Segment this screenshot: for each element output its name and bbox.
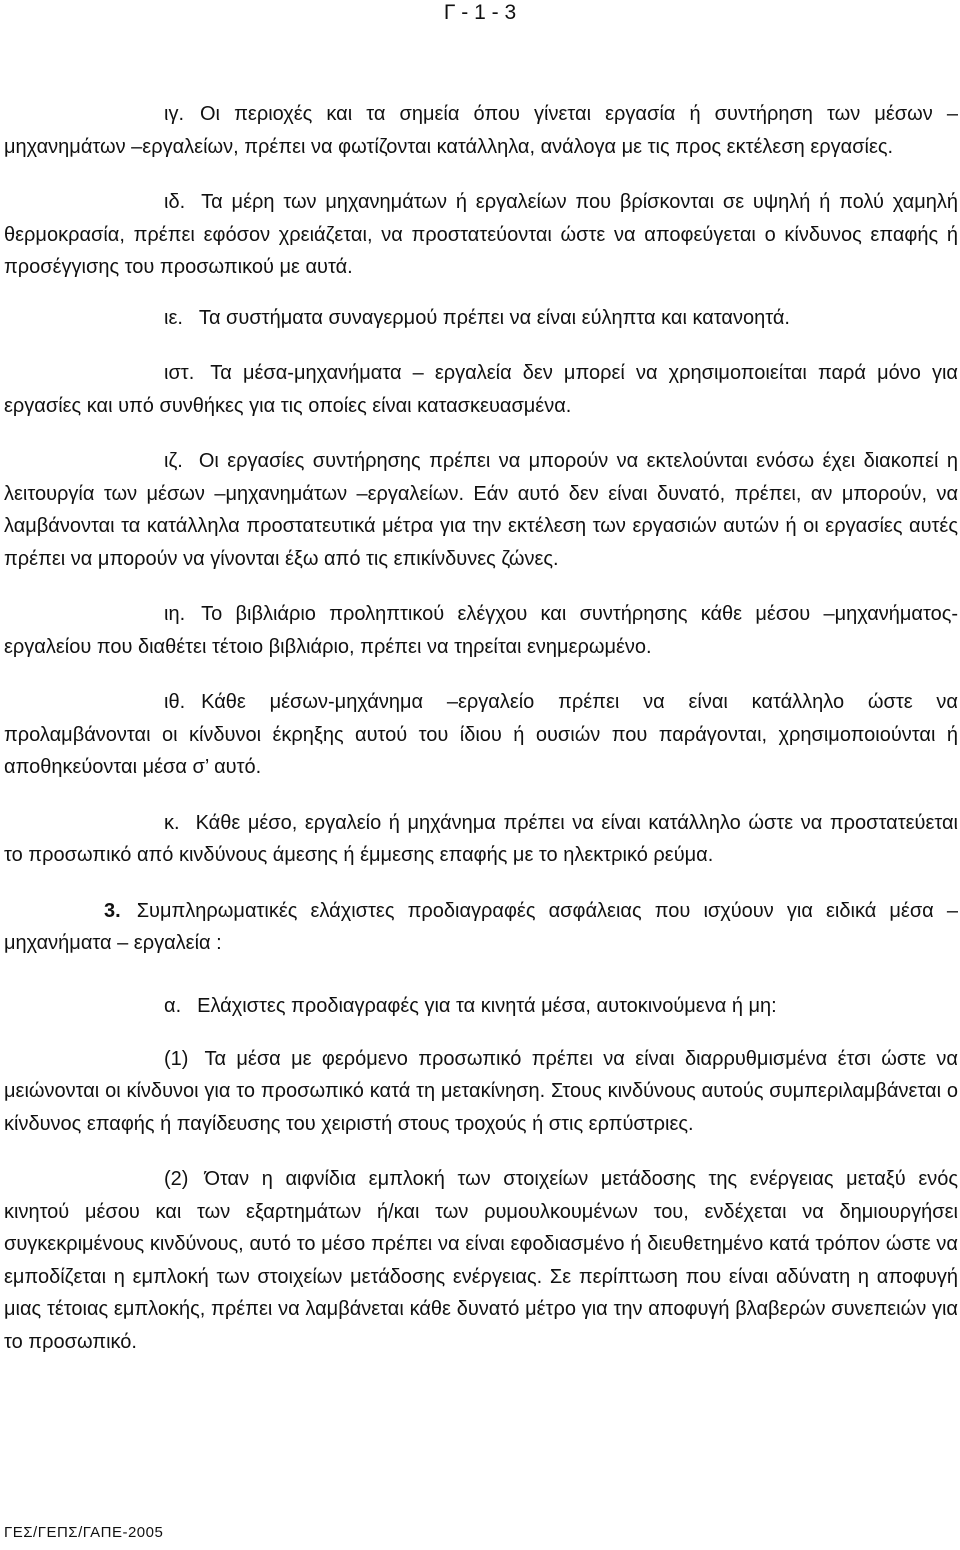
paragraph-ie: [4, 302, 958, 335]
paragraph-marker: ιθ.: [164, 691, 186, 713]
item-marker: (1): [164, 1047, 189, 1070]
paragraph-marker: ιδ.: [164, 191, 186, 213]
section-text: Συμπληρωματικές ελάχιστες προδιαγραφές ασφάλειας που ισχύουν για ειδικά μέσα –μηχανήματα – εργαλεία :: [4, 899, 958, 954]
item-1: [4, 1043, 958, 1141]
paragraph-text: Κάθε μέσων-μηχάνημα –εργαλείο πρέπει να είναι κατάλληλο ώστε να προλαμβάνονται οι κίνδυνοι έκρηξης αυτού του ίδιου ή ουσιών που παράγονται, χρησιμοποιούνται ή αποθηκεύονται μέσα σ’ αυτό.: [4, 691, 958, 778]
paragraph-text: Τα συστήματα συναγερμού πρέπει να είναι εύληπτα και κατανοητά.: [198, 306, 790, 329]
item-2: [4, 1163, 958, 1358]
paragraph-marker: ιγ.: [164, 103, 184, 125]
section-3: [4, 895, 958, 960]
paragraph-text: Κάθε μέσο, εργαλείο ή μηχάνημα πρέπει να είναι κατάλληλο ώστε να προστατεύεται το προσωπικό από κινδύνους άμεσης ή έμμεσης επαφής με το ηλεκτρικό ρεύμα.: [4, 811, 958, 866]
paragraph-text: Το βιβλιάριο προληπτικού ελέγχου και συντήρησης κάθε μέσου –μηχανήματος-εργαλείου που διαθέτει τέτοιο βιβλιάριο, πρέπει να τηρείται ενημερωμένο.: [4, 603, 958, 658]
item-text: Όταν η αιφνίδια εμπλοκή των στοιχείων μετάδοσης της ενέργειας μεταξύ ενός κινητού μέσου και των εξαρτημάτων ή/και των ρυμουλκουμένων του, ενδέχεται να δημιουργήσει συγκεκριμένους κινδύνους, αυτό το μέσο πρέπει να είναι εφοδιασμένο ή διευθετημένο κατά τρόπον ώστε να εμποδίζεται η εμπλοκή των στοιχείων μετάδοσης ενέργειας. Σε περίπτωση που είναι αδύνατη η αποφυγή μιας τέτοιας εμπλοκής, πρέπει να λαμβάνεται κάθε δυνατό μέτρο για την αποφυγή βλαβερών συνεπειών για το προσωπικό.: [4, 1168, 958, 1353]
subsection-marker: α.: [164, 994, 182, 1017]
paragraph-ith: [4, 686, 958, 784]
paragraph-k: [4, 807, 958, 872]
paragraph-text: Οι εργασίες συντήρησης πρέπει να μπορούν να εκτελούνται ενόσω έχει διακοπεί η λειτουργία των μέσων –μηχανημάτων –εργαλείων. Εάν αυτό δεν είναι δυνατό, πρέπει, αν μπορούν, να λαμβάνονται τα κατάλληλα προστατευτικά μέτρα για την εκτέλεση των εργασιών αυτών ή οι εργασίες αυτές πρέπει να μπορούν να γίνονται έξω από τις επικίνδυνες ζώνες.: [4, 450, 958, 570]
section-marker: 3.: [104, 899, 121, 922]
paragraph-marker: ιε.: [164, 306, 183, 329]
item-marker: (2): [164, 1168, 189, 1190]
item-text: Τα μέσα με φερόμενο προσωπικό πρέπει να είναι διαρρυθμισμένα έτσι ώστε να μειώνονται οι κίνδυνοι για το προσωπικό κατά τη μετακίνηση. Στους κινδύνους αυτούς συμπεριλαμβάνεται ο κίνδυνος επαφής ή παγίδευσης του χειριστή στους τροχούς ή στις ερπύστριες.: [4, 1047, 958, 1135]
subsection-a: [4, 983, 958, 1029]
document-code-footer: ΓΕΣ/ΓΕΠΣ/ΓΑΠΕ-2005: [4, 1524, 164, 1541]
paragraph-iz: [4, 445, 958, 575]
paragraph-ist: [4, 357, 958, 422]
paragraph-marker: κ.: [164, 811, 180, 834]
paragraph-marker: ιζ.: [164, 450, 183, 472]
paragraph-ih: [4, 598, 958, 663]
paragraph-text: Οι περιοχές και τα σημεία όπου γίνεται εργασία ή συντήρηση των μέσων –μηχανημάτων –εργαλείων, πρέπει να φωτίζονται κατάλληλα, ανάλογα με τις προς εκτέλεση εργασίες.: [4, 103, 958, 158]
paragraph-text: Τα μέρη των μηχανημάτων ή εργαλείων που βρίσκονται σε υψηλή ή πολύ χαμηλή θερμοκρασία, πρέπει εφόσον χρειάζεται, να προστατεύονται ώστε να αποφεύγεται ο κίνδυνος επαφής ή προσέγγισης του προσωπικού με αυτά.: [4, 191, 958, 278]
paragraph-id: [4, 186, 958, 284]
document-body: [4, 98, 958, 1358]
paragraph-ig: [4, 98, 958, 163]
page-number: Γ - 1 - 3: [443, 1, 517, 24]
subsection-text: Ελάχιστες προδιαγραφές για τα κινητά μέσα, αυτοκινούμενα ή μη:: [197, 994, 777, 1017]
paragraph-marker: ιστ.: [164, 362, 195, 384]
paragraph-marker: ιη.: [164, 603, 186, 625]
paragraph-text: Τα μέσα-μηχανήματα – εργαλεία δεν μπορεί να χρησιμοποιείται παρά μόνο για εργασίες και υπό συνθήκες για τις οποίες είναι κατασκευασμένα.: [4, 362, 958, 417]
